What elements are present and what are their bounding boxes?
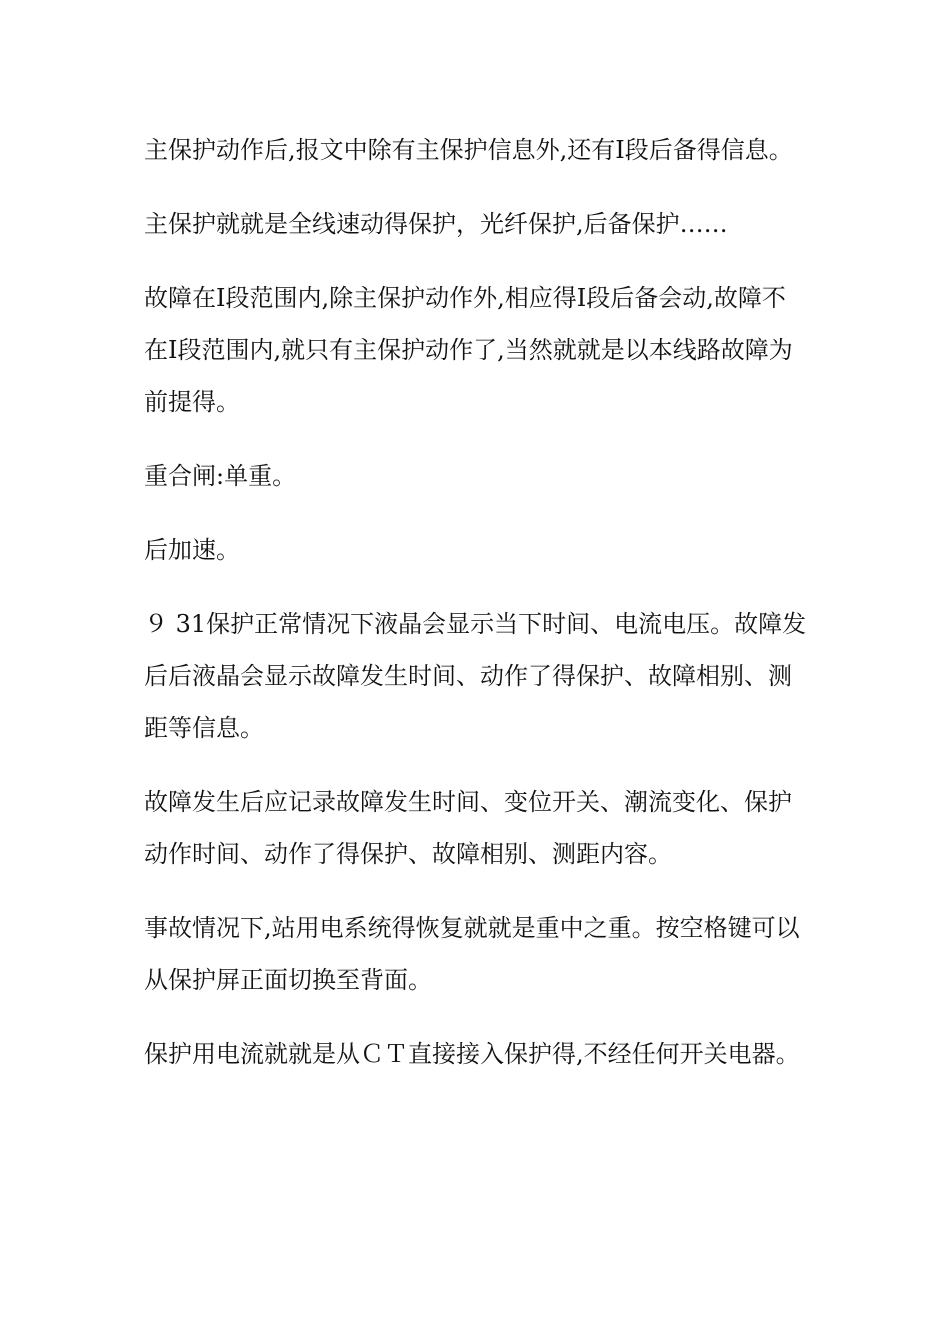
paragraph-reclosing: 重合闸:单重。 [144,462,297,490]
paragraph-ct-current: 保护用电流就就是从ＣＴ直接接入保护得,不经任何开关电器。 [144,1040,800,1068]
document-page [144,124,808,1102]
paragraph-station-power: 事故情况下,站用电系统得恢复就就是重中之重。按空格键可以从保护屏正面切换至背面。 [144,914,800,994]
paragraph-fault-zone-one: 故障在I段范围内,除主保护动作外,相应得Ⅰ段后备会动,故障不在I段范围内,就只有主保护动作了,当然就就是以本线路故障为前提得。 [144,284,793,416]
paragraph-fault-record: 故障发生后应记录故障发生时间、变位开关、潮流变化、保护动作时间、动作了得保护、故障相别、测距内容。 [144,788,792,868]
paragraph-post-acceleration: 后加速。 [144,536,240,564]
paragraph-main-protection-report: 主保护动作后,报文中除有主保护信息外,还有I段后备得信息。 [144,136,793,164]
paragraph-931-display: ９ 31保护正常情况下液晶会显示当下时间、电流电压。故障发后后液晶会显示故障发生时间、动作了得保护、故障相别、测距等信息。 [144,610,807,742]
paragraph-main-protection-definition: 主保护就就是全线速动得保护，光纤保护,后备保护…… [144,210,728,238]
